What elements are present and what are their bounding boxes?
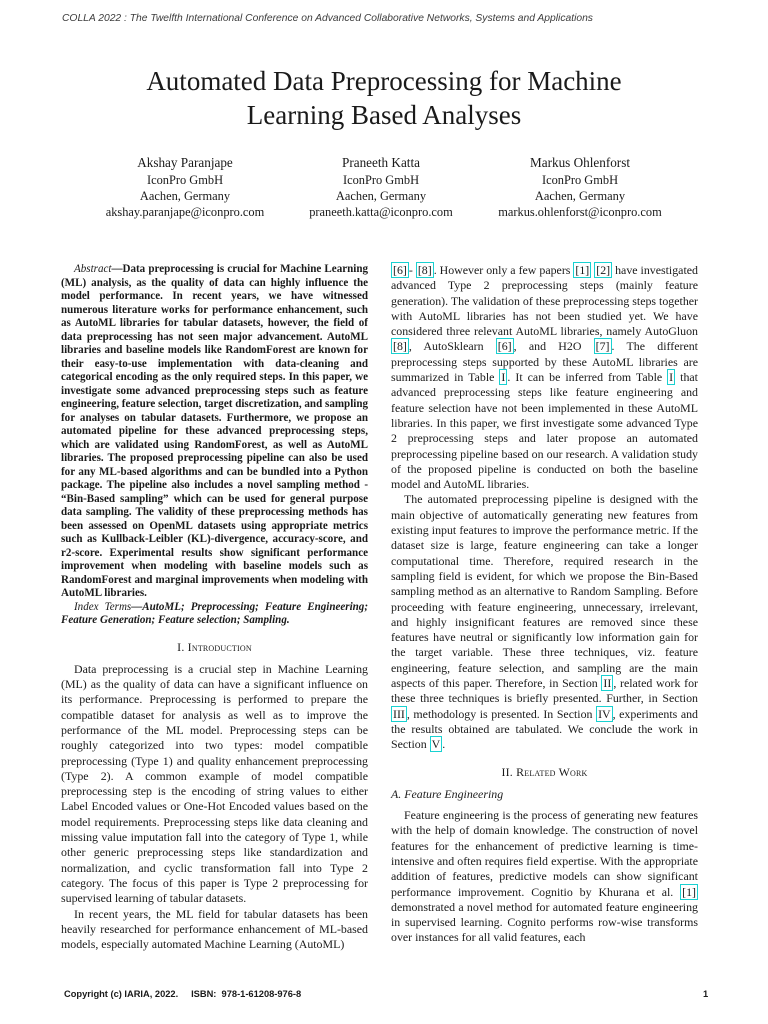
- text-run: . However only a few papers: [433, 263, 574, 277]
- citation-link[interactable]: [7]: [595, 339, 610, 354]
- citation-link[interactable]: [2]: [596, 263, 611, 277]
- author-block: [0, 154, 768, 224]
- text-run: , methodology is presented. In Section: [406, 706, 597, 721]
- citation-link[interactable]: [6]: [497, 339, 512, 354]
- section-link[interactable]: III: [393, 706, 405, 721]
- running-header: COLLA 2022 : The Twelfth International Conference on Advanced Collaborative Networks, Systems and Applications: [62, 13, 593, 24]
- citation-link[interactable]: [8]: [417, 263, 432, 277]
- author-name: Akshay Paranjape: [137, 155, 233, 170]
- citation-link[interactable]: [1]: [682, 884, 696, 899]
- text-run: demonstrated a novel method for automated feature engineering in supervised learning. Cognito performs row-wise transforms over instances for all valid features, each: [391, 899, 698, 945]
- index-terms-text: —AutoML; Preprocessing; Feature Engineering; Feature Generation; Feature selection; Sampling.: [61, 600, 368, 626]
- author-email: markus.ohlenforst@iconpro.com: [498, 205, 662, 219]
- text-run: . The different preprocessing steps supported by these AutoML libraries are summarized in Table: [391, 339, 698, 385]
- author-email: akshay.paranjape@iconpro.com: [105, 205, 265, 219]
- subsection-heading-feature-engineering: A. Feature Engineering: [391, 786, 504, 801]
- section-link[interactable]: II: [603, 676, 612, 691]
- author-location: Aachen, Germany: [335, 189, 427, 203]
- text-run: . It can be inferred from Table: [507, 370, 668, 385]
- text-run: , related work for these three techniques is briefly presented. Further, in Section: [391, 676, 698, 706]
- abstract-dash: —: [111, 263, 123, 275]
- section-heading-introduction: I. Introduction: [177, 639, 252, 654]
- text-run: The automated preprocessing pipeline is designed with the main objective of automatically generating new features from existing input features to improve the performance metric. If the dataset size is large, feature engineering can take a longer computational time. Therefore, required research in the sampling field is evident, for which we propose the Bin-Based sampling method as an alternative to Random Sampling. Before proceeding with feature engineering, unnecessary, irrelevant, and highly insignificant features are removed since these features have neutral or significantly low information gain for the target variable. These three techniques, viz. feature engineering, feature selection, and sampling are the main aspects of this paper. Therefore, in Section: [391, 492, 698, 691]
- text-run: have investigated advanced Type 2 preprocessing steps (mainly feature generation). The validation of these preprocessing steps together with AutoML libraries has not been studied yet. We have considered three relevant AutoML libraries, namely AutoGluon: [391, 263, 698, 339]
- abstract-text: Data preprocessing is crucial for Machine Learning (ML) analysis, as the quality of data can highly influence the model performance. In recent years, we have witnessed numerous literature works for performance enhancement, such as AutoML libraries for tabular datasets, however, the field of data preprocessing has not seen major advancement. AutoML libraries and baseline models like RandomForest are known for their easy-to-use implementation with data-cleaning and categorical encoding as the only required steps. In this paper, we investigate some advanced preprocessing steps such as feature engineering, feature selection, target discretization, and sampling for analyses on tabular datasets. Furthermore, we propose an automated pipeline for these advanced preprocessing steps, which are validated using RandomForest, as well as AutoML libraries. The proposed preprocessing pipeline can also be used for any ML-based algorithms and can be bundled into a Python package. The pipeline also includes a novel sampling method - “Bin-Based sampling” which can be used for general purpose data sampling. The validity of these preprocessing methods has been assessed on OpenML datasets using appropriate metrics such as Kullback-Leibler (KL)-divergence, accuracy-score, and r2-score. Experimental results show significant performance improvement when modeling with baseline models such as RandomForest and marginal improvements when modeling with AutoML libraries.: [61, 263, 368, 599]
- paper-title: [84, 64, 684, 132]
- text-run: that advanced preprocessing steps like feature engineering and feature selection have not been implemented in these AutoML libraries. In this paper, we first investigate some advanced Type 2 preprocessing steps and later propose an automated preprocessing pipeline based on our research. A validation study of the proposed pipeline is conducted on both the baseline model and AutoML libraries.: [391, 370, 698, 492]
- text-run: , experiments and the results obtained are tabulated. We conclude the work in Section: [391, 706, 698, 752]
- related-paragraph-1: [391, 808, 698, 946]
- author-org: IconPro GmbH: [541, 173, 619, 187]
- intro-paragraph-2-continued: [391, 263, 698, 492]
- intro-paragraph-1: Data preprocessing is a crucial step in Machine Learning (ML) as the quality of data can have a significant influence on its performance. Preprocessing is performed to prepare the compatible dataset for analysis as well as to improve the performance of the ML model. Preprocessing steps can be roughly categorized into two types: model compatible preprocessing (Type 1) and quality enhancement preprocessing (Type 2). A common example of model compatible preprocessing step is the encoding of string values to either Label Encoded values or One-Hot Encoded values based on the model requirements. Preprocessing steps like data cleaning and missing value imputation fall into the category of Type 1, while other generic preprocessing steps like standardization and normalization, and cyclic transformation fall into Type 2 category. The focus of this paper is Type 2 preprocessing for supervised learning of tabular datasets.: [61, 661, 368, 906]
- author-location: Aachen, Germany: [534, 189, 626, 203]
- table-link[interactable]: I: [501, 370, 506, 385]
- title-line-2: Learning Based Analyses: [246, 100, 522, 130]
- text-run: Feature engineering is the process of generating new features with the help of domain knowledge. The construction of novel features for the enhancement of predictive learning is time-intensive and often requires field expertise. With the appropriate addition of features, predictive models can show significant performance improvement. Cognitio by Khurana et al.: [391, 808, 698, 899]
- citation-link[interactable]: [6]: [393, 263, 407, 277]
- text-run: -: [408, 263, 416, 277]
- author-email: praneeth.katta@iconpro.com: [309, 205, 453, 219]
- left-column: [61, 263, 368, 952]
- footer-copyright: Copyright (c) IARIA, 2022. ISBN: 978-1-61208-976-8: [64, 989, 302, 999]
- intro-paragraph-2: In recent years, the ML field for tabular datasets has been heavily researched for performance enhancement of ML-based models, especially automated Machine Learning (AutoML): [61, 906, 368, 952]
- citation-link[interactable]: [1]: [575, 263, 590, 277]
- intro-paragraph-3: [391, 492, 698, 752]
- section-heading-related-work: II. Related Work: [501, 764, 588, 779]
- author-name: Praneeth Katta: [342, 155, 420, 170]
- title-line-1: Automated Data Preprocessing for Machine: [146, 66, 622, 96]
- section-link[interactable]: IV: [598, 706, 611, 721]
- section-link[interactable]: V: [431, 737, 441, 752]
- table-link[interactable]: I: [669, 370, 674, 385]
- index-terms-label: Index Terms: [74, 600, 132, 613]
- abstract-label: Abstract: [74, 263, 112, 275]
- author-name: Markus Ohlenforst: [530, 155, 630, 170]
- author-org: IconPro GmbH: [342, 173, 420, 187]
- author-org: IconPro GmbH: [146, 173, 224, 187]
- page-number: 1: [703, 989, 709, 999]
- right-column: [391, 263, 698, 946]
- text-run: .: [442, 737, 446, 752]
- citation-link[interactable]: [8]: [393, 339, 407, 354]
- text-run: , AutoSklearn: [408, 339, 496, 354]
- author-2: [266, 154, 496, 220]
- abstract: [61, 263, 368, 601]
- author-location: Aachen, Germany: [139, 189, 231, 203]
- author-3: [465, 154, 695, 220]
- text-run: , and H2O: [513, 339, 594, 354]
- index-terms: [61, 601, 368, 628]
